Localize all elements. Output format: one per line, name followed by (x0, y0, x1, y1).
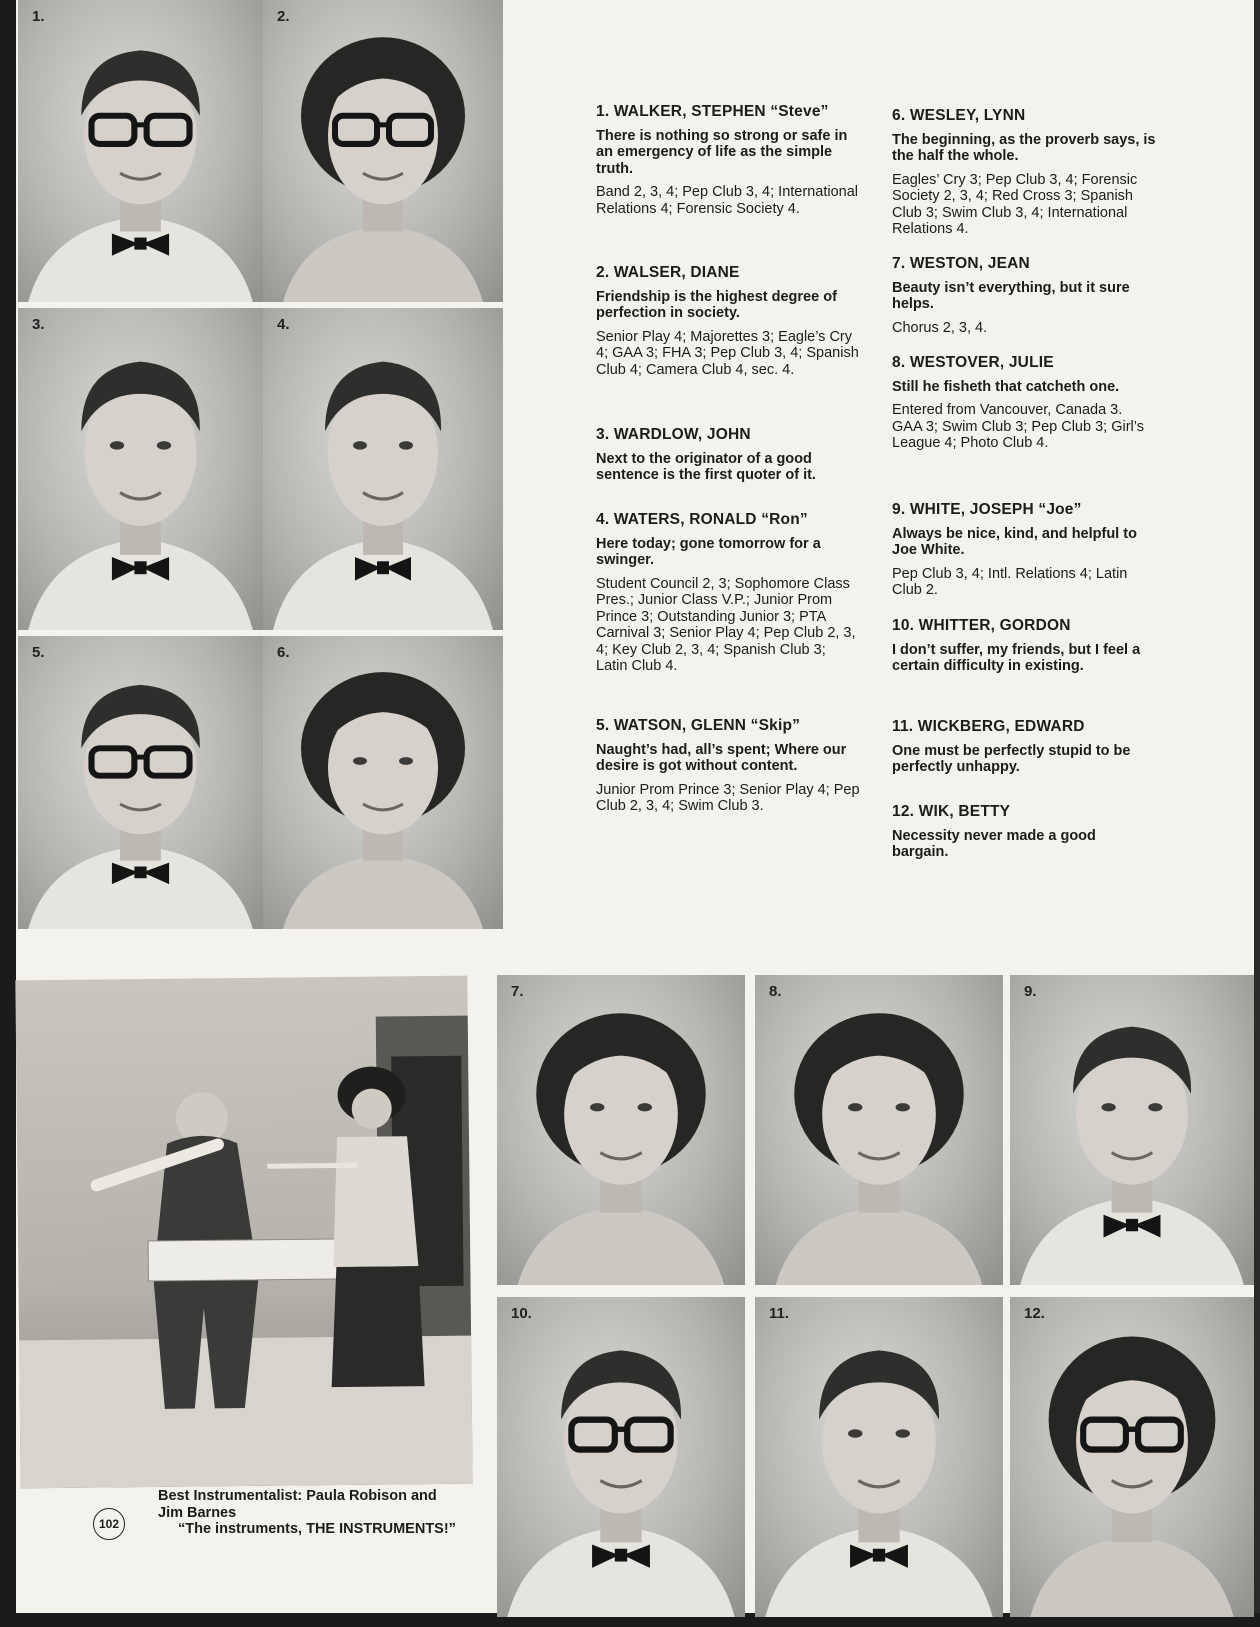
portrait-12 (1010, 1297, 1254, 1617)
bio-entry (892, 804, 1156, 868)
portrait-number: 2. (277, 8, 290, 25)
bio-quote: There is nothing so strong or safe in an emergency of life as the simple truth. (596, 127, 848, 177)
portrait-woman-glasses-icon (1010, 1297, 1254, 1617)
portrait-number: 6. (277, 644, 290, 661)
bio-entry (892, 256, 1156, 336)
caption-line-1: Best Instrumentalist: Paula Robison and Jim Barnes (158, 1488, 437, 1521)
bio-activities: Junior Prom Prince 3; Senior Play 4; Pep Club 2, 3, 4; Swim Club 3. (596, 781, 860, 814)
bio-entry (892, 502, 1156, 599)
portrait-5 (18, 636, 263, 929)
bio-activities: Chorus 2, 3, 4. (892, 319, 988, 336)
bio-quote: I don’t suffer, my friends, but I feel a certain difficulty in existing. (892, 641, 1141, 674)
bio-quote: Necessity never made a good bargain. (892, 827, 1096, 860)
portrait-woman-icon (497, 975, 745, 1285)
caption-line-2: “The instruments, THE INSTRUMENTS!” (178, 1521, 456, 1537)
portrait-2 (263, 0, 503, 302)
portrait-number: 11. (769, 1305, 790, 1322)
bio-name: 4. WATERS, RONALD “Ron” (596, 511, 808, 528)
candid-photo (15, 976, 472, 1489)
bio-quote: Still he fisheth that catcheth one. (892, 378, 1120, 395)
bio-entry (892, 355, 1156, 452)
bio-activities: Student Council 2, 3; Sophomore Class Pres.; Junior Class V.P.; Junior Prom Prince 3; Outstanding Junior 3; PTA Carnival 3; Senior Play 4; Pep Club 2, 3, 4; Key Club 2, 3, 4; Spanish Club 3; Latin Club 4. (596, 575, 856, 674)
bio-entry (892, 719, 1156, 783)
portrait-man-icon (263, 308, 503, 630)
portrait-woman-icon (263, 636, 503, 929)
portrait-man-icon (755, 1297, 1003, 1617)
portrait-man-glasses-icon (497, 1297, 745, 1617)
bio-name: 8. WESTOVER, JULIE (892, 354, 1054, 371)
page-binding-edge (0, 0, 16, 1627)
portrait-number: 5. (32, 644, 45, 661)
page-number-badge: 102 (93, 1508, 125, 1540)
portrait-8 (755, 975, 1003, 1285)
bio-name: 5. WATSON, GLENN “Skip” (596, 717, 801, 734)
bio-entry (892, 108, 1156, 238)
bio-entry (596, 427, 860, 491)
bio-activities: Band 2, 3, 4; Pep Club 3, 4; International Relations 4; Forensic Society 4. (596, 184, 858, 217)
portrait-number: 12. (1024, 1305, 1045, 1322)
bio-quote: Next to the originator of a good sentence is the first quoter of it. (596, 450, 816, 483)
bio-quote: One must be perfectly stupid to be perfectly unhappy. (892, 742, 1131, 775)
bio-activities: Pep Club 3, 4; Intl. Relations 4; Latin Club 2. (892, 565, 1128, 598)
portrait-woman-icon (755, 975, 1003, 1285)
bio-quote: Naught’s had, all’s spent; Where our desire is got without content. (596, 741, 847, 774)
bio-quote: Always be nice, kind, and helpful to Joe White. (892, 525, 1137, 558)
portrait-man-glasses-icon (18, 0, 263, 302)
bio-entry (892, 618, 1156, 682)
bio-activities: Eagles’ Cry 3; Pep Club 3, 4; Forensic Society 2, 3, 4; Red Cross 3; Spanish Club 3; Swim Club 3, 4; International Relations 4. (892, 171, 1138, 237)
portrait-man-icon (18, 308, 263, 630)
bio-name: 1. WALKER, STEPHEN “Steve” (596, 103, 829, 120)
portrait-4 (263, 308, 503, 630)
portrait-number: 9. (1024, 983, 1037, 1000)
candid-photo-illustration (15, 976, 472, 1489)
portrait-woman-glasses-icon (263, 0, 503, 302)
portrait-7 (497, 975, 745, 1285)
portrait-man-icon (1010, 975, 1254, 1285)
bio-name: 11. WICKBERG, EDWARD (892, 718, 1085, 735)
bio-name: 6. WESLEY, LYNN (892, 107, 1026, 124)
bio-quote: The beginning, as the proverb says, is the half the whole. (892, 131, 1156, 164)
portrait-number: 10. (511, 1305, 532, 1322)
portrait-man-glasses-icon (18, 636, 263, 929)
portrait-3 (18, 308, 263, 630)
bio-quote: Here today; gone tomorrow for a swinger. (596, 535, 821, 568)
page-right-edge (1254, 0, 1260, 1627)
portrait-number: 7. (511, 983, 524, 1000)
bio-activities: Entered from Vancouver, Canada 3. GAA 3; Swim Club 3; Pep Club 3; Girl’s League 4; Photo Club 4. (892, 402, 1144, 451)
bio-quote: Friendship is the highest degree of perfection in society. (596, 288, 837, 321)
portrait-number: 8. (769, 983, 782, 1000)
portrait-9 (1010, 975, 1254, 1285)
portrait-10 (497, 1297, 745, 1617)
bio-name: 7. WESTON, JEAN (892, 255, 1030, 272)
bio-name: 10. WHITTER, GORDON (892, 617, 1071, 634)
bio-name: 2. WALSER, DIANE (596, 264, 740, 281)
portrait-1 (18, 0, 263, 302)
portrait-number: 3. (32, 316, 45, 333)
bio-name: 12. WIK, BETTY (892, 803, 1011, 820)
bio-entry (596, 512, 860, 675)
bio-name: 9. WHITE, JOSEPH “Joe” (892, 501, 1082, 518)
bio-activities: Senior Play 4; Majorettes 3; Eagle’s Cry 4; GAA 3; FHA 3; Pep Club 3, 4; Spanish Club 4; Camera Club 4, sec. 4. (596, 328, 859, 378)
photo-caption (158, 1488, 458, 1538)
bio-entry (596, 104, 860, 217)
bio-quote: Beauty isn’t everything, but it sure helps. (892, 279, 1130, 312)
bio-entry (596, 265, 860, 378)
portrait-number: 1. (32, 8, 45, 25)
portrait-6 (263, 636, 503, 929)
portrait-11 (755, 1297, 1003, 1617)
portrait-number: 4. (277, 316, 290, 333)
bio-name: 3. WARDLOW, JOHN (596, 426, 751, 443)
bio-entry (596, 718, 860, 815)
